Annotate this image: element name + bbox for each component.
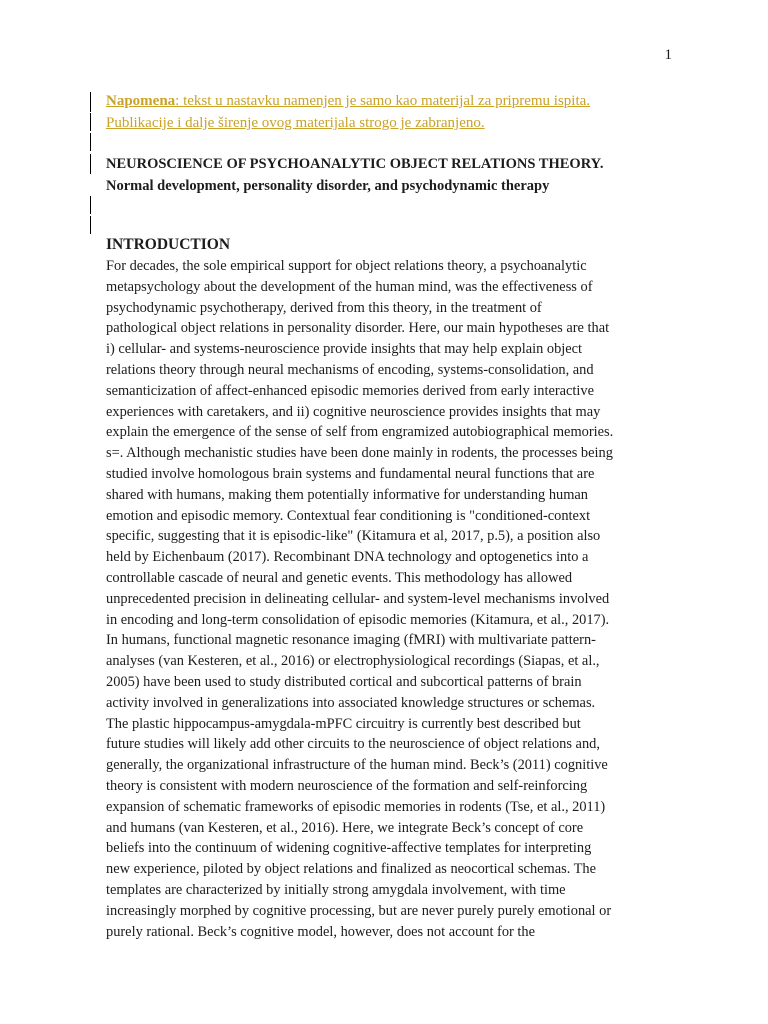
notice-label: Napomena bbox=[106, 93, 176, 109]
body-line: controllable cascade of neural and genetic events. This methodology has allowed bbox=[106, 569, 573, 586]
body-paragraph bbox=[106, 256, 676, 942]
body-line: theory is consistent with modern neuroscience of the formation and self-reinforcing bbox=[106, 777, 588, 794]
body-line: expansion of schematic frameworks of episodic memories in rodents (Tse, et al., 2011) bbox=[106, 798, 606, 815]
notice-line-2 bbox=[106, 112, 666, 134]
body-line: and humans (van Kesteren, et al., 2016). Here, we integrate Beck’s concept of core bbox=[106, 819, 584, 836]
document-subtitle: Normal development, personality disorder, and psychodynamic therapy bbox=[106, 178, 550, 194]
body-line: semanticization of affect-enhanced episodic memories derived from early interactive bbox=[106, 382, 594, 399]
body-line: explain the emergence of the sense of self from engramized autobiographical memories. bbox=[106, 424, 614, 441]
body-line: shared with humans, making them potentially informative for understanding human bbox=[106, 486, 588, 503]
notice-text: : tekst u nastavku namenjen je samo kao materijal za pripremu ispita. bbox=[175, 93, 591, 109]
section-heading: INTRODUCTION bbox=[106, 236, 231, 253]
notice-line-1 bbox=[106, 90, 666, 112]
body-line: activity involved in generalizations into associated knowledge structures or schemas. bbox=[106, 694, 596, 711]
body-line: purely rational. Beck’s cognitive model, however, does not account for the bbox=[106, 923, 536, 940]
change-bar bbox=[90, 216, 91, 234]
body-line: templates are characterized by initially strong amygdala involvement, with time bbox=[106, 881, 566, 898]
body-line: increasingly morphed by cognitive processing, but are never purely purely emotional or bbox=[106, 902, 612, 919]
notice-text-2: Publikacije i dalje širenje ovog materijala strogo je zabranjeno. bbox=[106, 115, 485, 131]
body-line: in encoding and long-term consolidation of episodic memories (Kitamura, et al., 2017). bbox=[106, 611, 610, 628]
change-bar bbox=[90, 92, 91, 112]
body-line: i) cellular- and systems-neuroscience provide insights that may help explain object bbox=[106, 341, 583, 358]
body-line: held by Eichenbaum (2017). Recombinant DNA technology and optogenetics into a bbox=[106, 549, 589, 566]
document-title-block bbox=[106, 153, 686, 197]
body-line: pathological object relations in personality disorder. Here, our main hypotheses are that bbox=[106, 320, 610, 337]
body-line: studied involve homologous brain systems and fundamental neural functions that are bbox=[106, 465, 595, 482]
body-line: beliefs into the continuum of widening cognitive-affective templates for interpreting bbox=[106, 840, 592, 857]
exam-notice bbox=[106, 90, 666, 134]
page-number: 1 bbox=[664, 47, 672, 63]
body-line: psychodynamic psychotherapy, derived from this theory, in the treatment of bbox=[106, 299, 542, 316]
body-line: s=. Although mechanistic studies have been done mainly in rodents, the processes being bbox=[106, 445, 613, 462]
body-line: The plastic hippocampus-amygdala-mPFC circuitry is currently best described but bbox=[106, 715, 581, 732]
change-bar bbox=[90, 196, 91, 214]
body-line: In humans, functional magnetic resonance imaging (fMRI) with multivariate pattern- bbox=[106, 632, 596, 649]
body-line: future studies will likely add other circuits to the neuroscience of object relations and, bbox=[106, 736, 600, 753]
change-bar bbox=[90, 113, 91, 131]
body-line: unprecedented precision in delineating cellular- and system-level mechanisms involved bbox=[106, 590, 610, 607]
body-line: 2005) have been used to study distributed cortical and subcortical patterns of brain bbox=[106, 673, 582, 690]
body-line: experiences with caretakers, and ii) cognitive neuroscience provides insights that may bbox=[106, 403, 601, 420]
body-line: emotion and episodic memory. Contextual fear conditioning is "conditioned-context bbox=[106, 507, 591, 524]
body-line: relations theory through neural mechanisms of encoding, systems-consolidation, and bbox=[106, 361, 594, 378]
body-line: For decades, the sole empirical support for object relations theory, a psychoanalytic bbox=[106, 258, 587, 274]
body-line: analyses (van Kesteren, et al., 2016) or electrophysiological recordings (Siapas, et al., bbox=[106, 653, 600, 670]
body-line: new experience, piloted by object relations and finalized as neocortical schemas. The bbox=[106, 861, 597, 878]
document-title: NEUROSCIENCE OF PSYCHOANALYTIC OBJECT RELATIONS THEORY. bbox=[106, 156, 604, 172]
change-bar bbox=[90, 133, 91, 151]
change-bar bbox=[90, 154, 91, 174]
body-line: metapsychology about the development of the human mind, was the effectiveness of bbox=[106, 278, 593, 295]
body-line: generally, the organizational infrastructure of the human mind. Beck’s (2011) cognitive bbox=[106, 757, 608, 774]
body-line: specific, suggesting that it is episodic-like" (Kitamura et al, 2017, p.5), a position also bbox=[106, 528, 601, 545]
